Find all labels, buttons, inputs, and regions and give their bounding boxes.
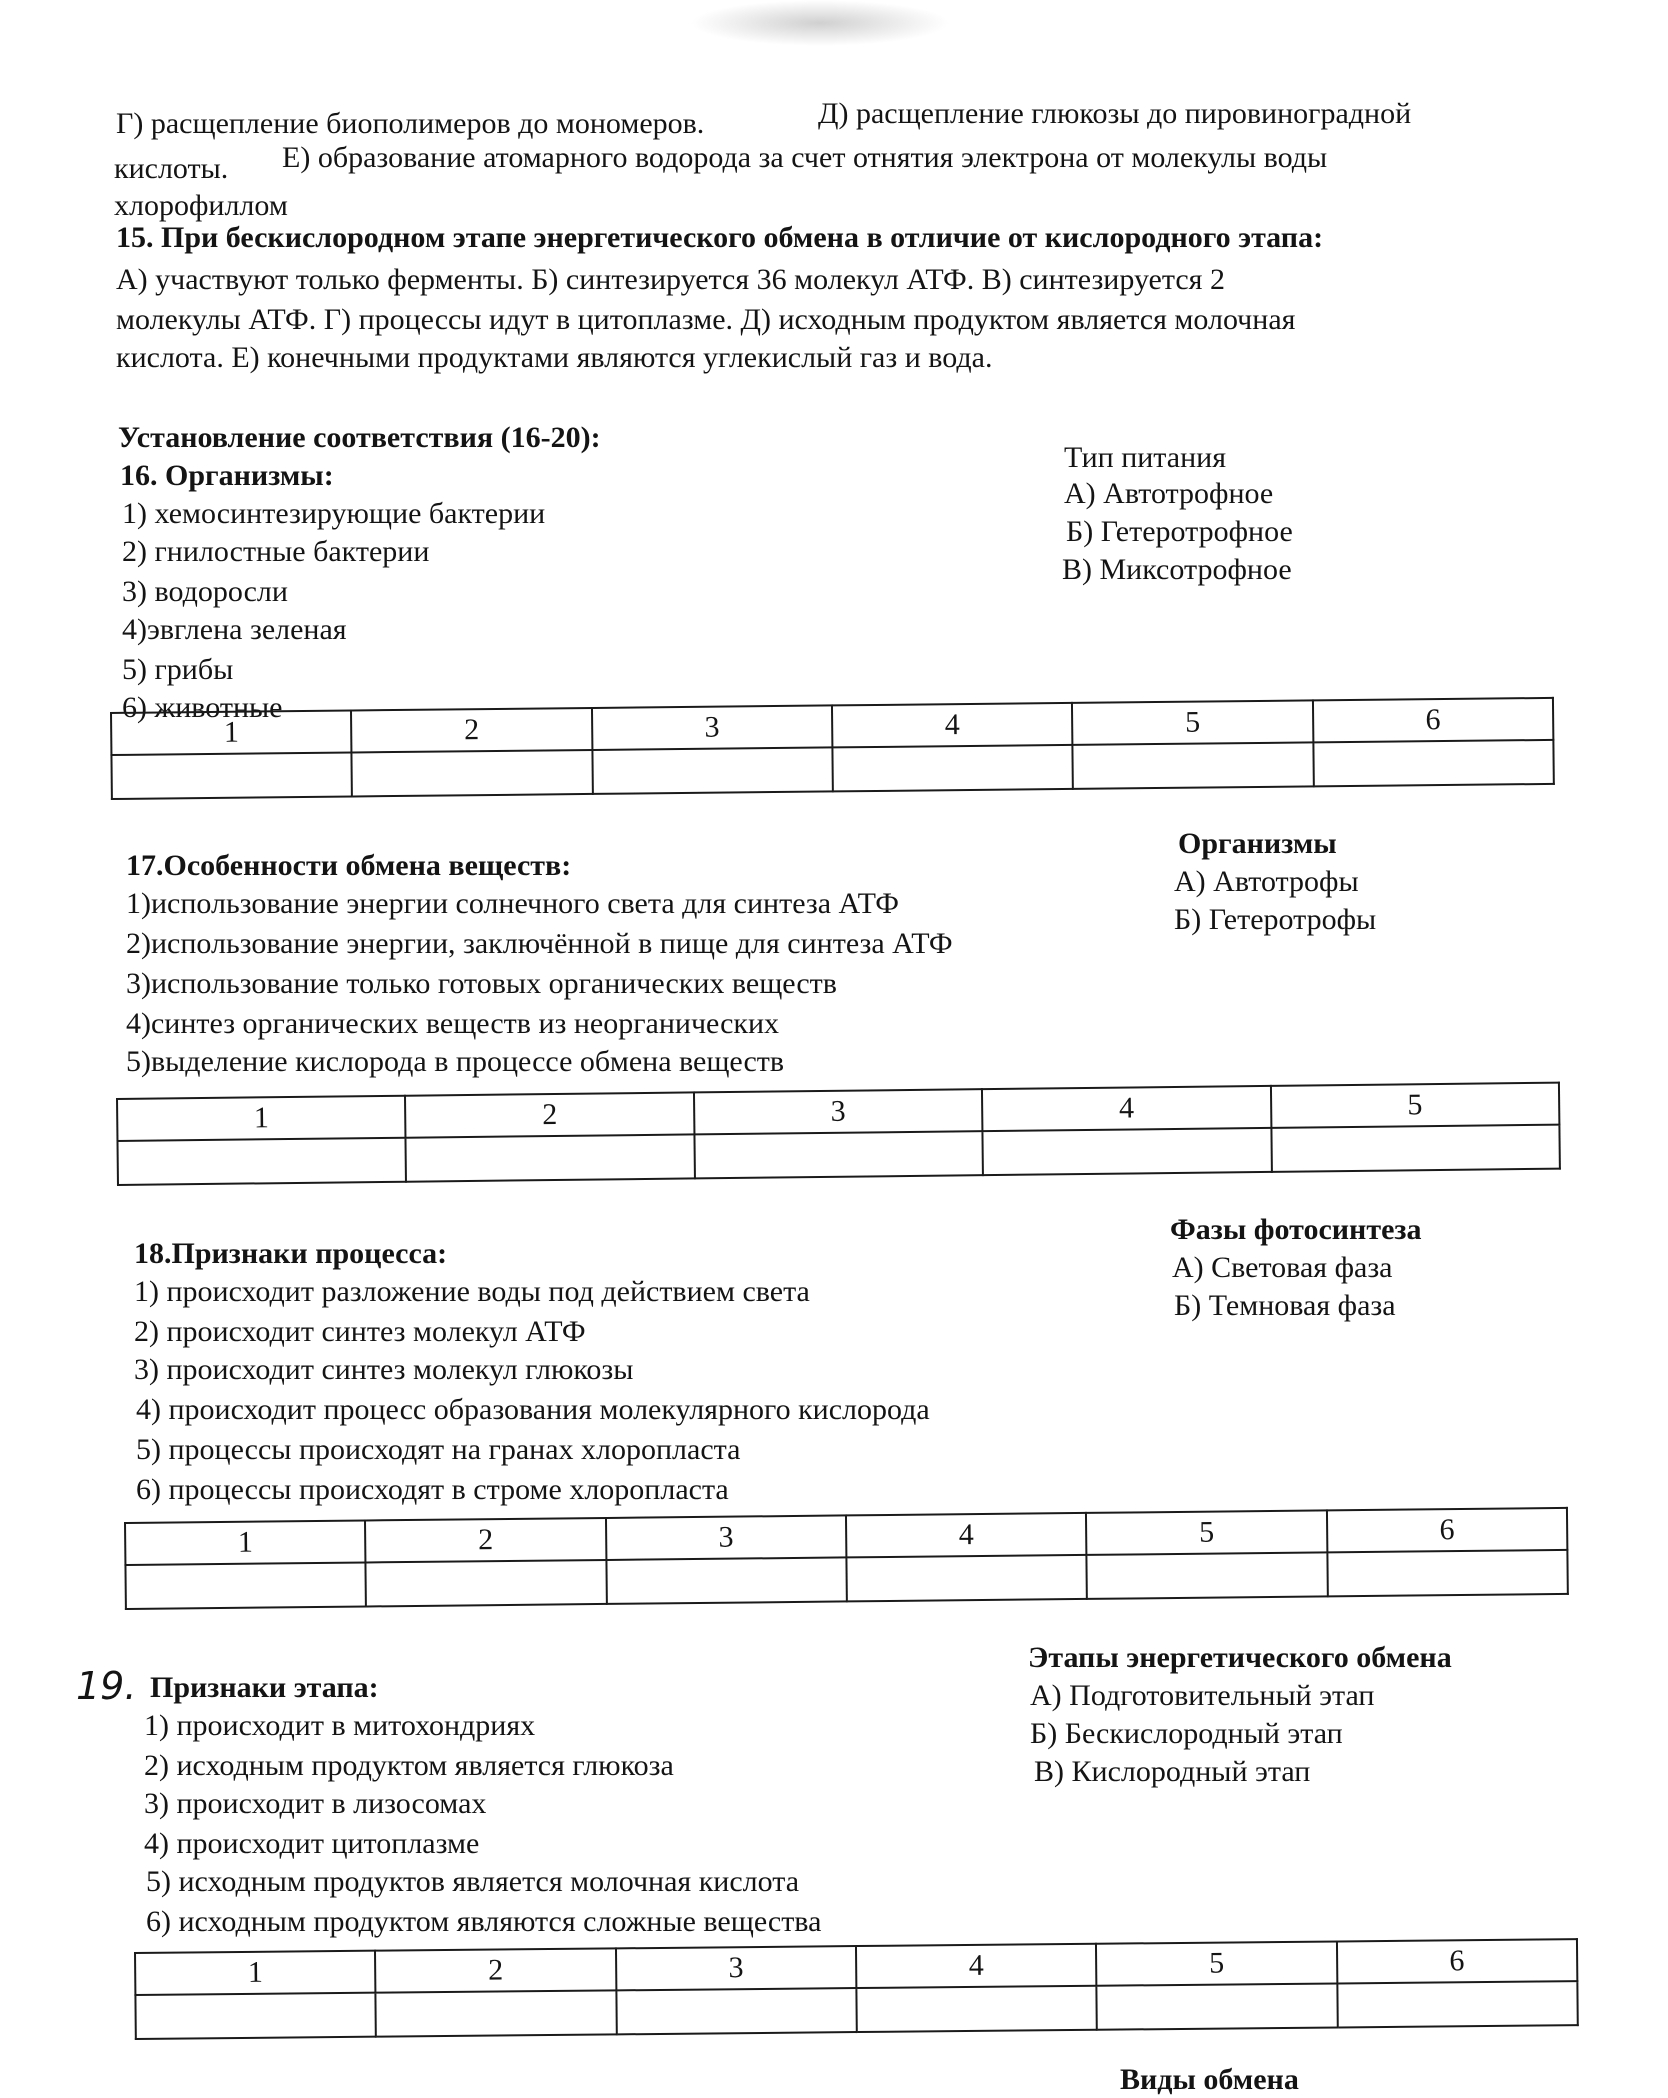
q14-line-1b: Д) расщепление глюкозы до пировиноградной: [818, 97, 1412, 130]
q16-item-4: 4)эвглена зеленая: [122, 613, 347, 646]
answer-cell[interactable]: [1073, 742, 1314, 789]
answer-cell[interactable]: [606, 1557, 847, 1604]
q18-item-6: 6) процессы происходят в строме хлоропласта: [136, 1473, 729, 1506]
q18-title: 18.Признаки процесса:: [134, 1237, 448, 1270]
q17-right-title: Организмы: [1178, 827, 1337, 860]
q18-right-item-a: А) Световая фаза: [1172, 1251, 1393, 1284]
q20-partial-title: Виды обмена: [1120, 2063, 1299, 2096]
answer-cell[interactable]: [592, 747, 833, 794]
answer-cell[interactable]: [406, 1134, 695, 1181]
q16-right-item-c: В) Миксотрофное: [1062, 553, 1292, 586]
q14-line-2b: Е) образование атомарного водорода за счет отнятия электрона от молекулы воды: [282, 141, 1328, 174]
q16-col-3: 3: [592, 705, 833, 750]
q16-answer-table: [110, 697, 1555, 800]
q18-item-3: 3) происходит синтез молекул глюкозы: [134, 1353, 634, 1386]
q18-col-3: 3: [606, 1515, 847, 1560]
q19-answer-table: [134, 1938, 1579, 2040]
q15-title: 15. При бескислородном этапе энергетического обмена в отличие от кислородного этапа:: [116, 221, 1324, 254]
matching-heading: Установление соответствия (16-20):: [118, 421, 601, 454]
q19-right-item-b: Б) Бескислородный этап: [1030, 1717, 1343, 1750]
q16-item-6: 6) животные: [122, 691, 283, 724]
answer-cell[interactable]: [125, 1562, 366, 1609]
q17-item-4: 4)синтез органических веществ из неорганических: [126, 1007, 780, 1040]
answer-cell[interactable]: [1327, 1550, 1568, 1597]
q16-col-2: 2: [351, 708, 592, 753]
q18-answer-table: [124, 1507, 1569, 1610]
q17-col-4: 4: [982, 1086, 1271, 1131]
q19-col-2: 2: [375, 1948, 616, 1992]
answer-cell[interactable]: [135, 1993, 376, 2039]
q17-col-3: 3: [694, 1089, 983, 1134]
q15-line-1: А) участвуют только ферменты. Б) синтезируется 36 молекул АТФ. В) синтезируется 2: [116, 263, 1225, 296]
answer-cell[interactable]: [117, 1138, 406, 1185]
q18-col-5: 5: [1086, 1510, 1327, 1555]
q19-item-5: 5) исходным продуктов является молочная кислота: [146, 1865, 800, 1898]
q18-item-4: 4) происходит процесс образования молекулярного кислорода: [136, 1393, 930, 1426]
answer-cell[interactable]: [694, 1131, 983, 1178]
q19-handwritten-number: 19.: [76, 1664, 137, 1708]
q16-item-3: 3) водоросли: [122, 575, 288, 608]
q18-item-1: 1) происходит разложение воды под действием света: [134, 1275, 810, 1308]
q19-right-item-c: В) Кислородный этап: [1034, 1755, 1311, 1788]
q18-col-4: 4: [846, 1513, 1087, 1558]
q17-title: 17.Особенности обмена веществ:: [126, 849, 572, 882]
q16-right-title: Тип питания: [1064, 441, 1226, 474]
q19-col-4: 4: [856, 1944, 1097, 1988]
q18-col-2: 2: [365, 1518, 606, 1563]
q16-title: 16. Организмы:: [120, 459, 334, 492]
q17-col-2: 2: [405, 1092, 694, 1137]
q19-col-5: 5: [1096, 1941, 1337, 1985]
q17-col-1: 1: [117, 1096, 406, 1141]
q17-col-5: 5: [1270, 1083, 1559, 1128]
q16-item-5: 5) грибы: [122, 653, 234, 686]
answer-cell[interactable]: [111, 752, 352, 799]
q16-col-1: 1: [111, 710, 352, 755]
answer-cell[interactable]: [1313, 740, 1554, 787]
answer-cell[interactable]: [846, 1555, 1087, 1602]
q18-item-5: 5) процессы происходят на гранах хлоропласта: [136, 1433, 741, 1466]
q19-item-6: 6) исходным продуктом являются сложные вещества: [146, 1905, 822, 1938]
q16-item-1: 1) хемосинтезирующие бактерии: [122, 497, 546, 530]
q19-item-4: 4) происходит цитоплазме: [144, 1827, 480, 1860]
q17-item-2: 2)использование энергии, заключённой в пище для синтеза АТФ: [126, 927, 953, 960]
q17-right-item-a: А) Автотрофы: [1174, 865, 1359, 898]
q19-right-item-a: А) Подготовительный этап: [1030, 1679, 1375, 1712]
q16-col-4: 4: [832, 703, 1073, 748]
q19-col-6: 6: [1337, 1939, 1578, 1983]
q16-right-item-b: Б) Гетеротрофное: [1066, 515, 1293, 548]
q17-right-item-b: Б) Гетеротрофы: [1174, 903, 1377, 936]
q18-right-title: Фазы фотосинтеза: [1170, 1213, 1422, 1246]
answer-cell[interactable]: [1271, 1125, 1560, 1172]
q17-item-3: 3)использование только готовых органических веществ: [126, 967, 837, 1000]
q16-right-item-a: А) Автотрофное: [1064, 477, 1274, 510]
scan-artifact: [690, 0, 950, 46]
answer-cell[interactable]: [366, 1560, 607, 1607]
answer-cell[interactable]: [983, 1128, 1272, 1175]
answer-cell[interactable]: [856, 1986, 1097, 2032]
answer-cell[interactable]: [352, 750, 593, 797]
q16-col-6: 6: [1313, 698, 1554, 743]
q18-right-item-b: Б) Темновая фаза: [1174, 1289, 1396, 1322]
q19-col-3: 3: [616, 1946, 857, 1990]
q14-line-2a: кислоты.: [114, 152, 229, 185]
q19-title: Признаки этапа:: [150, 1671, 379, 1704]
answer-cell[interactable]: [616, 1988, 857, 2034]
q17-item-1: 1)использование энергии солнечного света для синтеза АТФ: [126, 887, 899, 920]
q15-line-3: кислота. Е) конечными продуктами являются углекислый газ и вода.: [116, 341, 993, 374]
q18-item-2: 2) происходит синтез молекул АТФ: [134, 1315, 586, 1348]
q19-item-3: 3) происходит в лизосомах: [144, 1787, 487, 1820]
q14-line-3: хлорофиллом: [114, 189, 288, 222]
answer-cell[interactable]: [832, 745, 1073, 792]
answer-cell[interactable]: [1337, 1981, 1578, 2027]
q19-col-1: 1: [135, 1951, 376, 1995]
q16-col-5: 5: [1072, 700, 1313, 745]
q14-line-1a: Г) расщепление биополимеров до мономеров.: [116, 107, 705, 140]
answer-cell[interactable]: [1097, 1983, 1338, 2029]
q16-item-2: 2) гнилостные бактерии: [122, 535, 430, 568]
q15-line-2: молекулы АТФ. Г) процессы идут в цитоплазме. Д) исходным продуктом является молочная: [116, 303, 1296, 336]
q18-col-6: 6: [1327, 1508, 1568, 1553]
answer-cell[interactable]: [1087, 1552, 1328, 1599]
q17-answer-table: [116, 1082, 1561, 1186]
answer-cell[interactable]: [376, 1990, 617, 2036]
q19-right-title: Этапы энергетического обмена: [1028, 1641, 1452, 1674]
q18-col-1: 1: [125, 1520, 366, 1565]
q19-item-2: 2) исходным продуктом является глюкоза: [144, 1749, 674, 1782]
q19-item-1: 1) происходит в митохондриях: [144, 1709, 536, 1742]
q17-item-5: 5)выделение кислорода в процессе обмена веществ: [126, 1045, 785, 1078]
